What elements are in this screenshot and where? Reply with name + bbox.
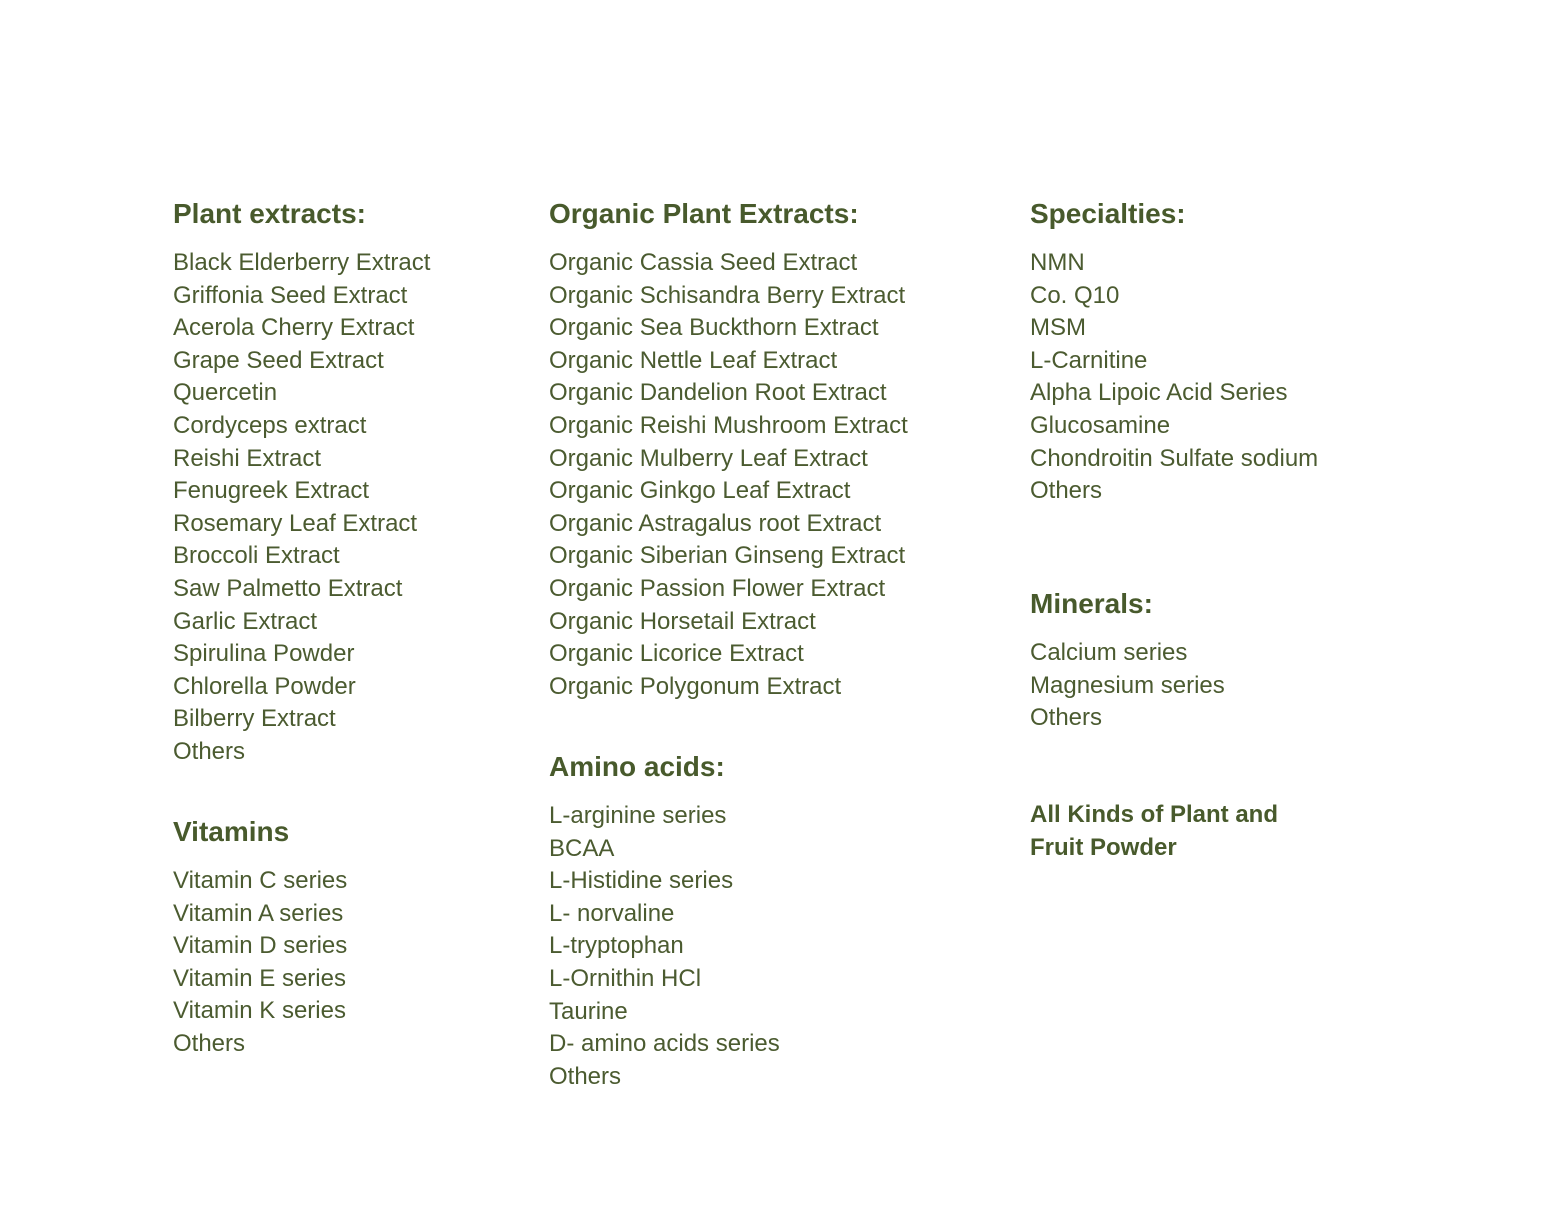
list-item: Vitamin A series: [173, 899, 344, 927]
vitamins-section: [173, 816, 347, 1061]
list-item: Acerola Cherry Extract: [173, 314, 415, 342]
list-item: Organic Dandelion Root Extract: [549, 379, 887, 407]
vitamins-list: [173, 865, 347, 1061]
list-item: L-Carnitine: [1030, 346, 1148, 374]
list-item: Organic Ginkgo Leaf Extract: [549, 477, 851, 505]
list-item: Fenugreek Extract: [173, 477, 370, 505]
list-item: Alpha Lipoic Acid Series: [1030, 379, 1288, 407]
list-item: Vitamin D series: [173, 932, 348, 960]
organic-plant-extracts-section: [549, 198, 908, 703]
list-item: Organic Polygonum Extract: [549, 672, 842, 700]
list-item: Cordyceps extract: [173, 411, 367, 439]
list-item: Vitamin C series: [173, 867, 348, 894]
list-item: Organic Reishi Mushroom Extract: [549, 411, 908, 439]
list-item: Vitamin K series: [173, 997, 346, 1025]
minerals-section: [1030, 588, 1225, 735]
list-item: Co. Q10: [1030, 281, 1120, 309]
list-item: Vitamin E series: [173, 964, 346, 992]
list-item: Others: [173, 1029, 246, 1057]
list-item: Griffonia Seed Extract: [173, 281, 408, 309]
list-item: Others: [1030, 477, 1103, 505]
plant-fruit-powder-section: [1030, 799, 1278, 864]
plant-extracts-list: [173, 247, 430, 769]
closing-heading: [1030, 799, 1278, 864]
section-title: Vitamins: [173, 816, 290, 847]
list-item: Organic Sea Buckthorn Extract: [549, 314, 879, 342]
list-item: Organic Horsetail Extract: [549, 607, 816, 635]
list-item: Organic Mulberry Leaf Extract: [549, 444, 868, 472]
list-item: Black Elderberry Extract: [173, 249, 431, 276]
list-item: Calcium series: [1030, 639, 1188, 666]
closing-line: All Kinds of Plant and: [1030, 801, 1279, 828]
list-item: Garlic Extract: [173, 607, 318, 635]
list-item: Organic Astragalus root Extract: [549, 509, 882, 537]
list-item: Organic Licorice Extract: [549, 640, 804, 668]
list-item: Grape Seed Extract: [173, 346, 384, 374]
list-item: L-Histidine series: [549, 867, 734, 895]
list-item: Quercetin: [173, 379, 278, 407]
list-item: Chlorella Powder: [173, 672, 356, 700]
list-item: Reishi Extract: [173, 444, 322, 472]
minerals-list: [1030, 637, 1225, 735]
specialties-section: [1030, 198, 1318, 508]
list-item: Glucosamine: [1030, 411, 1171, 439]
organic-plant-extracts-list: [549, 247, 908, 703]
list-item: Taurine: [549, 997, 628, 1025]
list-item: Rosemary Leaf Extract: [173, 509, 418, 537]
list-item: Saw Palmetto Extract: [173, 574, 403, 602]
list-item: Others: [549, 1062, 622, 1090]
amino-acids-section: [549, 751, 780, 1093]
closing-line: Fruit Powder: [1030, 833, 1177, 861]
list-item: Spirulina Powder: [173, 640, 355, 668]
list-item: L-tryptophan: [549, 932, 684, 960]
list-item: NMN: [1030, 249, 1085, 276]
list-item: Magnesium series: [1030, 671, 1225, 699]
list-item: Others: [173, 737, 246, 765]
plant-extracts-section: [173, 198, 430, 769]
list-item: Organic Cassia Seed Extract: [549, 249, 858, 276]
section-title: Plant extracts:: [173, 198, 366, 229]
section-title: Minerals:: [1030, 588, 1153, 619]
list-item: MSM: [1030, 314, 1086, 342]
list-item: Organic Nettle Leaf Extract: [549, 346, 838, 374]
section-title: Specialties:: [1030, 198, 1186, 229]
list-item: Organic Schisandra Berry Extract: [549, 281, 906, 309]
list-item: Chondroitin Sulfate sodium: [1030, 444, 1319, 472]
specialties-list: [1030, 247, 1318, 508]
list-item: L- norvaline: [549, 899, 675, 927]
list-item: Organic Passion Flower Extract: [549, 574, 886, 602]
section-title: Organic Plant Extracts:: [549, 198, 859, 229]
amino-acids-list: [549, 800, 780, 1093]
list-item: L-Ornithin HCl: [549, 964, 702, 992]
section-title: Amino acids:: [549, 751, 725, 782]
list-item: D- amino acids series: [549, 1030, 780, 1058]
list-item: BCAA: [549, 834, 615, 862]
list-item: Bilberry Extract: [173, 705, 336, 733]
list-item: Others: [1030, 704, 1103, 732]
list-item: L-arginine series: [549, 802, 727, 829]
list-item: Broccoli Extract: [173, 542, 340, 570]
list-item: Organic Siberian Ginseng Extract: [549, 542, 906, 570]
